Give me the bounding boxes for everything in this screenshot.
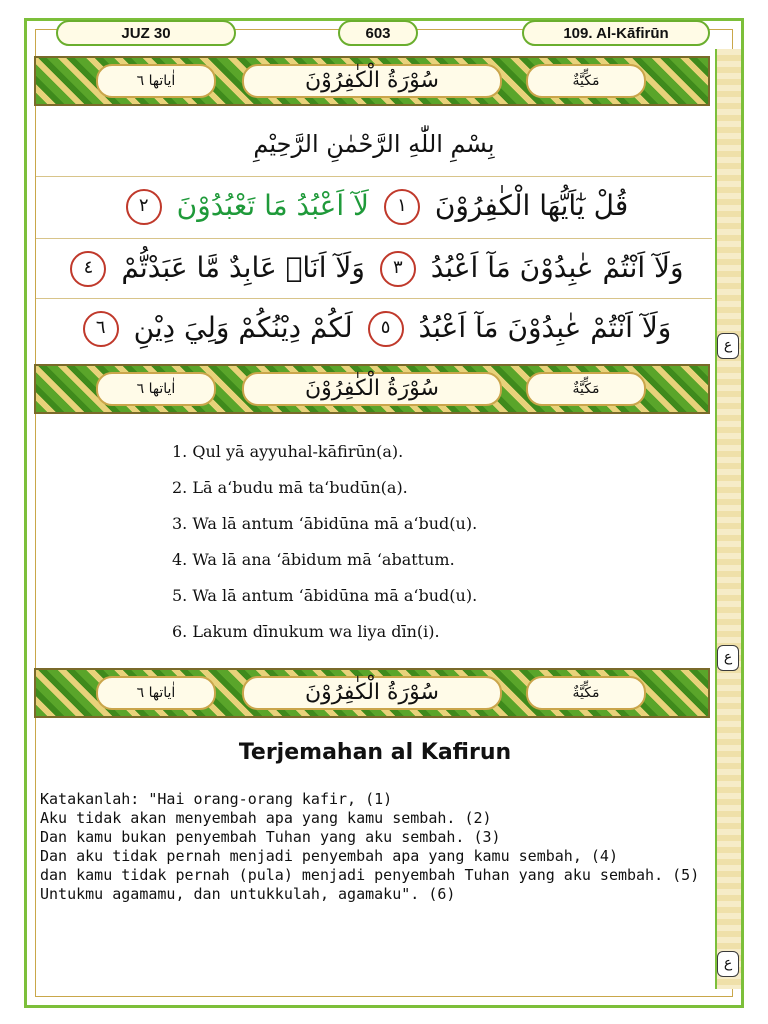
juz-label: JUZ 30 [56, 20, 236, 46]
ayah-line [36, 298, 712, 357]
ayah-number: ٥ [368, 311, 404, 347]
transliteration-line: 4. Wa lā ana ‘ābidum mā ‘abattum. [172, 550, 455, 569]
ayat-count: اٰياتها ٦ [96, 372, 216, 406]
revelation-place: مَكِّيَّةٌ [526, 64, 646, 98]
ayah-text: وَلَآ اَنْتُمْ عٰبِدُوْنَ مَآ اَعْبُدُ [418, 311, 672, 344]
ayah-number: ٦ [83, 311, 119, 347]
transliteration-line: 2. Lā aʻbudu mā taʻbudūn(a). [172, 478, 408, 497]
transliteration-line: 5. Wa lā antum ‘ābidūna mā aʻbud(u). [172, 586, 478, 605]
page-header [40, 20, 710, 46]
ayah-text: قُلْ يٰٓاَيُّهَا الْكٰفِرُوْنَ [434, 189, 629, 222]
transliteration-line: 6. Lakum dīnukum wa liya dīn(i). [172, 622, 440, 641]
translation-title: Terjemahan al Kafirun [238, 740, 512, 765]
translation-line: Aku tidak akan menyembah apa yang kamu sembah. (2) [40, 809, 492, 827]
transliteration-line: 1. Qul yā ayyuhal-kāfirūn(a). [172, 442, 404, 461]
revelation-place: مَكِّيَّةٌ [526, 372, 646, 406]
translation-body [40, 790, 720, 904]
ayah-number: ٤ [70, 251, 106, 287]
basmala: بِسْمِ اللّٰهِ الرَّحْمٰنِ الرَّحِيْمِ [253, 130, 495, 158]
translation-line: dan kamu tidak pernah (pula) menjadi penyembah Tuhan yang aku sembah. (5) [40, 866, 700, 884]
ruku-mark: ع [717, 645, 739, 671]
ayah-text: وَلَآ اَنَا۠ عَابِدٌ مَّا عَبَدْتُّمْ [121, 251, 365, 284]
surah-label: 109. Al-Kāfirūn [522, 20, 710, 46]
surah-banner [34, 668, 710, 718]
ayah-text: لَكُمْ دِيْنُكُمْ وَلِيَ دِيْنِ [133, 311, 353, 344]
ayah-line [36, 238, 712, 297]
surah-title-arabic: سُوْرَةُ الْكٰفِرُوْنَ [242, 372, 502, 406]
surah-title-arabic: سُوْرَةُ الْكٰفِرُوْنَ [242, 676, 502, 710]
translation-line: Dan kamu bukan penyembah Tuhan yang aku sembah. (3) [40, 828, 501, 846]
transliteration-list [172, 440, 652, 656]
ayah-number: ١ [384, 189, 420, 225]
ayah-text: لَآ اَعْبُدُ مَا تَعْبُدُوْنَ [176, 189, 370, 222]
ayah-line [36, 176, 712, 235]
surah-banner [34, 364, 710, 414]
ayah-number: ٣ [380, 251, 416, 287]
translation-line: Untukmu agamamu, dan untukkulah, agamaku". (6) [40, 885, 456, 903]
ayat-count: اٰياتها ٦ [96, 64, 216, 98]
translation-line: Katakanlah: "Hai orang-orang kafir, (1) [40, 790, 393, 808]
page-number: 603 [338, 20, 418, 46]
ruku-mark: ع [717, 333, 739, 359]
ruku-mark: ع [717, 951, 739, 977]
ayat-count: اٰياتها ٦ [96, 676, 216, 710]
transliteration-line: 3. Wa lā antum ‘ābidūna mā aʻbud(u). [172, 514, 478, 533]
surah-banner [34, 56, 710, 106]
ayah-number: ٢ [126, 189, 162, 225]
surah-title-arabic: سُوْرَةُ الْكٰفِرُوْنَ [242, 64, 502, 98]
translation-line: Dan aku tidak pernah menjadi penyembah apa yang kamu sembah, (4) [40, 847, 618, 865]
ayah-text: وَلَآ اَنْتُمْ عٰبِدُوْنَ مَآ اَعْبُدُ [430, 251, 684, 284]
revelation-place: مَكِّيَّةٌ [526, 676, 646, 710]
